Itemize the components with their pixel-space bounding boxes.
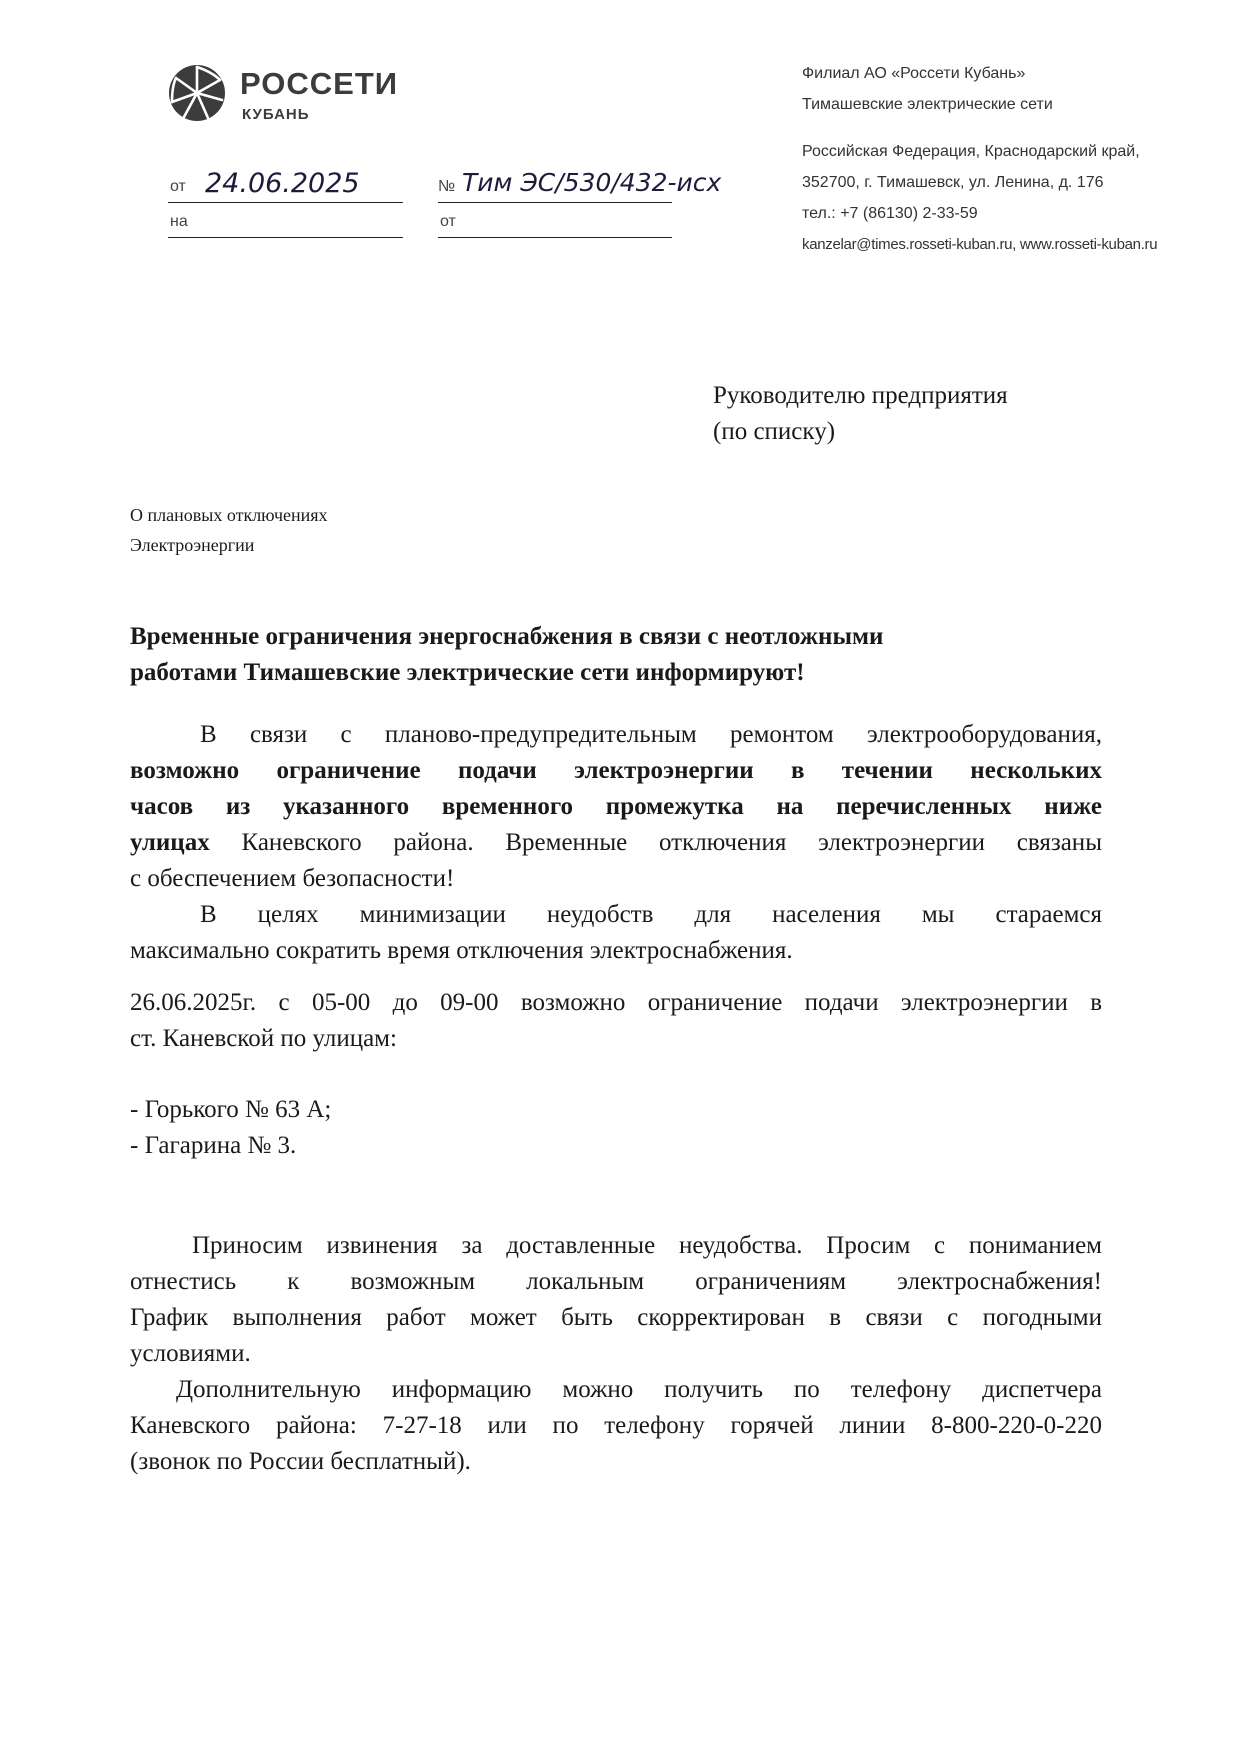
street-list xyxy=(130,1092,1102,1164)
apology-line3: График выполнения работ может быть скорректирован в связи с погодными xyxy=(130,1304,1102,1331)
org-phone: тел.: +7 (86130) 2-33-59 xyxy=(802,205,978,222)
org-unit: Тимашевские электрические сети xyxy=(802,96,1053,113)
street-item: - Гагарина № 3. xyxy=(130,1132,297,1159)
apology-paragraph xyxy=(130,1228,1102,1372)
p1-line4-rest: Каневского района. Временные отключения электроэнергии связаны xyxy=(209,829,1102,856)
headline-line2: работами Тимашевские электрические сети информируют! xyxy=(130,659,805,686)
to-line xyxy=(168,237,403,238)
handwritten-date: 24.06.2025 xyxy=(205,168,360,199)
org-address-street: 352700, г. Тимашевск, ул. Ленина, д. 176 xyxy=(802,174,1104,191)
p1-bold-word: улицах xyxy=(130,829,210,856)
contact-paragraph xyxy=(130,1372,1102,1480)
from-label: от xyxy=(440,213,456,230)
p1-line1: В связи с планово-предупредительным ремонтом электрооборудования, xyxy=(200,721,1102,748)
addressee-line2: (по списку) xyxy=(713,418,836,445)
p1-line5: с обеспечением безопасности! xyxy=(130,865,455,892)
org-address-region: Российская Федерация, Краснодарский край, xyxy=(802,143,1140,160)
logo-subtitle: КУБАНЬ xyxy=(242,106,310,123)
contact-line1: Дополнительную информацию можно получить по телефону диспетчера xyxy=(176,1376,1102,1403)
company-logo xyxy=(168,62,399,134)
apology-line4: условиями. xyxy=(130,1340,251,1367)
apology-line2: отнестись к возможным локальным ограничениям электроснабжения! xyxy=(130,1268,1102,1295)
handwritten-number: Тим ЭС/530/432-исх xyxy=(462,168,722,197)
street-item: - Горького № 63 А; xyxy=(130,1096,332,1123)
date-line xyxy=(168,202,403,203)
org-email-web: kanzelar@times.rosseti-kuban.ru, www.rosseti-kuban.ru xyxy=(802,236,1158,253)
letter-subject xyxy=(130,500,328,560)
p1-line3: часов из указанного временного промежутка на перечисленных ниже xyxy=(130,793,1102,820)
number-line xyxy=(438,202,672,203)
date-label: от xyxy=(170,178,186,195)
p2-line1: В целях минимизации неудобств для населения мы стараемся xyxy=(200,901,1102,928)
p1-line2: возможно ограничение подачи электроэнергии в течении нескольких xyxy=(130,757,1102,784)
schedule-paragraph xyxy=(130,985,1102,1057)
logo-name: РОССЕТИ xyxy=(240,66,399,101)
apology-line1: Приносим извинения за доставленные неудобства. Просим с пониманием xyxy=(192,1232,1102,1259)
paragraph-minimization xyxy=(130,897,1102,969)
addressee-line1: Руководителю предприятия xyxy=(713,382,1008,409)
from-line xyxy=(438,237,672,238)
schedule-line1: 26.06.2025г. с 05-00 до 09-00 возможно ограничение подачи электроэнергии в xyxy=(130,989,1102,1016)
paragraph-repair xyxy=(130,717,1102,897)
p1-line4 xyxy=(130,825,1102,861)
contact-line3: (звонок по России бесплатный). xyxy=(130,1448,471,1475)
contact-line2: Каневского района: 7-27-18 или по телефону горячей линии 8-800-220-0-220 xyxy=(130,1412,1102,1439)
addressee xyxy=(713,378,1008,450)
subject-line2: Электроэнергии xyxy=(130,535,255,555)
rosseti-logo-icon xyxy=(168,64,226,122)
number-label: № xyxy=(438,178,456,195)
org-branch: Филиал АО «Россети Кубань» xyxy=(802,65,1026,82)
p2-line2: максимально сократить время отключения электроснабжения. xyxy=(130,937,793,964)
headline-line1: Временные ограничения энергоснабжения в связи с неотложными xyxy=(130,623,884,650)
headline xyxy=(130,619,1110,691)
subject-line1: О плановых отключениях xyxy=(130,505,328,525)
organization-header xyxy=(802,58,1222,260)
schedule-line2: ст. Каневской по улицам: xyxy=(130,1025,397,1052)
to-label: на xyxy=(170,213,188,230)
